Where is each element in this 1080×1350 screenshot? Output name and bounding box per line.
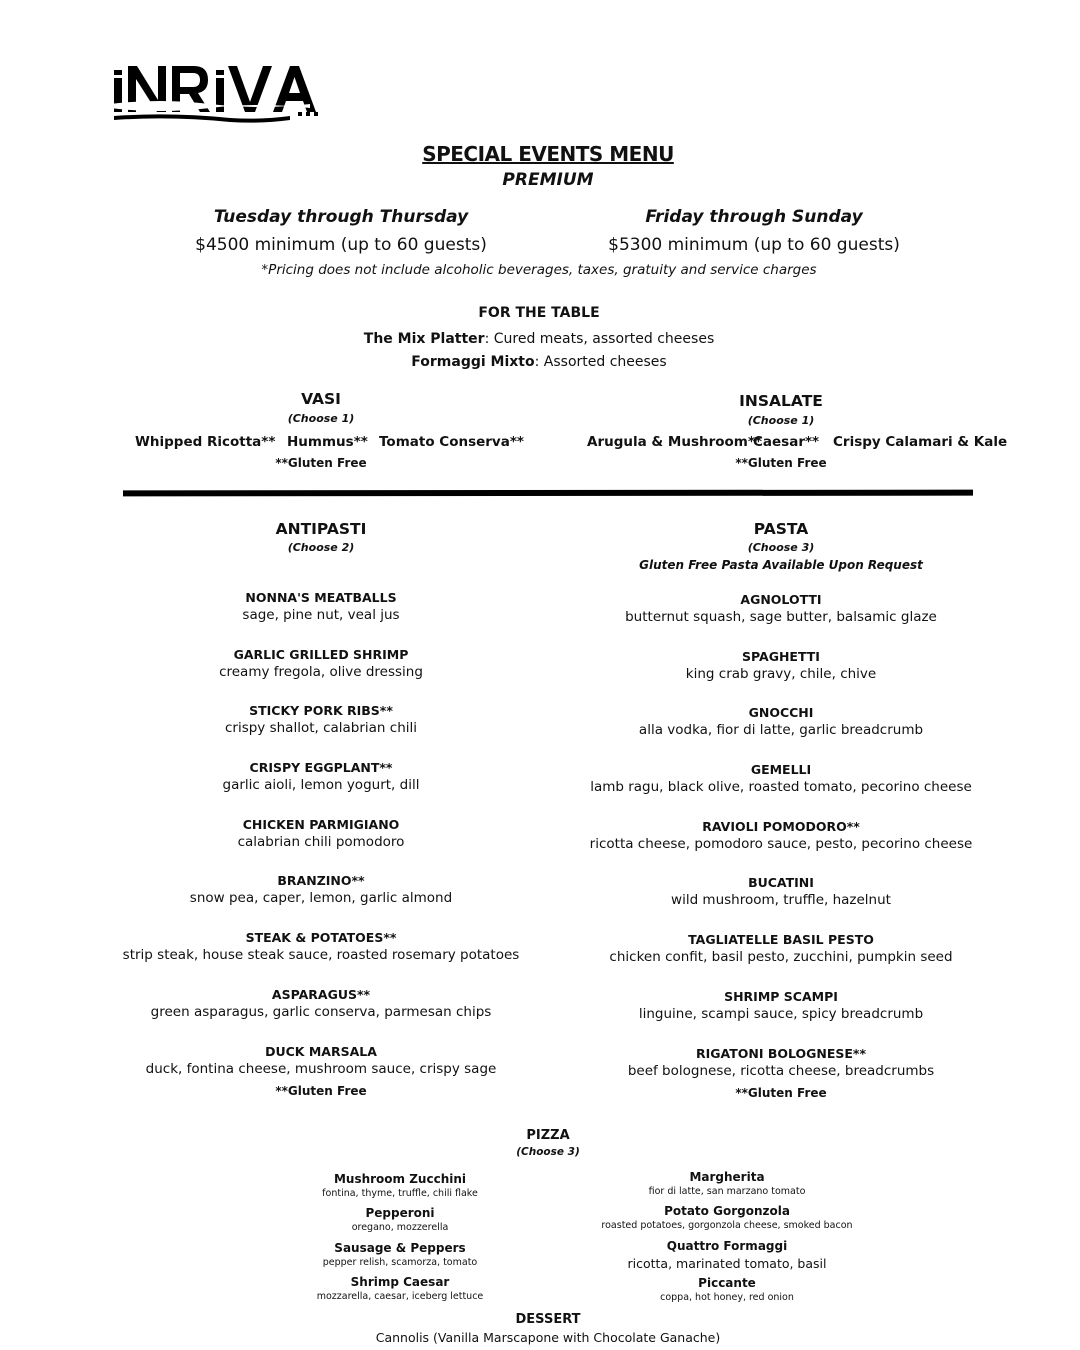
pizza-heading: PIZZA bbox=[526, 1128, 570, 1143]
pizza-name: Pepperoni bbox=[365, 1206, 435, 1221]
pizza-left-column bbox=[275, 1172, 525, 1309]
pizza-name: Mushroom Zucchini bbox=[333, 1172, 467, 1186]
menu-item bbox=[551, 819, 1011, 876]
menu-item bbox=[551, 762, 1011, 819]
vasi-option: Whipped Ricotta** bbox=[135, 434, 276, 450]
dessert-desc: Cannolis (Vanilla Marscapone with Chocolate Ganache) bbox=[375, 1330, 721, 1345]
menu-item-name: RIGATONI BOLOGNESE** bbox=[695, 1045, 867, 1061]
vasi-gluten-note: **Gluten Free bbox=[275, 456, 367, 470]
menu-item-name: NONNA'S MEATBALLS bbox=[245, 590, 397, 605]
pasta-heading: PASTA bbox=[753, 520, 809, 538]
restaurant-logo bbox=[110, 62, 325, 124]
pizza-desc: coppa, hot honey, red onion bbox=[660, 1291, 794, 1303]
weekday-days: Tuesday through Thursday bbox=[213, 207, 469, 227]
weekend-days: Friday through Sunday bbox=[645, 207, 863, 227]
menu-item-desc: sage, pine nut, veal jus bbox=[242, 607, 400, 623]
pizza-choose: (Choose 3) bbox=[516, 1146, 580, 1158]
menu-item bbox=[91, 703, 551, 760]
menu-item bbox=[91, 1044, 551, 1084]
insalate-header bbox=[681, 392, 881, 427]
pasta-gluten-note: **Gluten Free bbox=[735, 1085, 827, 1100]
menu-item-desc: strip steak, house steak sauce, roasted rosemary potatoes bbox=[122, 947, 520, 964]
table-item-name: The Mix Platter bbox=[363, 331, 485, 347]
menu-item bbox=[551, 705, 1011, 762]
pizza-item bbox=[587, 1276, 867, 1310]
vasi-choose: (Choose 1) bbox=[287, 412, 355, 425]
insalate-choose: (Choose 1) bbox=[747, 414, 815, 427]
menu-item bbox=[91, 873, 551, 930]
menu-item-name: GNOCCHI bbox=[748, 705, 814, 721]
menu-item bbox=[91, 817, 551, 874]
section-divider bbox=[123, 490, 973, 497]
menu-item-name: STEAK & POTATOES** bbox=[245, 930, 397, 946]
pizza-desc: mozzarella, caesar, iceberg lettuce bbox=[316, 1290, 484, 1302]
menu-item-name: BRANZINO** bbox=[277, 873, 365, 889]
menu-tier: PREMIUM bbox=[502, 170, 594, 190]
menu-item-desc: duck, fontina cheese, mushroom sauce, crispy sage bbox=[145, 1060, 497, 1077]
menu-item-desc: chicken confit, basil pesto, zucchini, pumpkin seed bbox=[609, 949, 953, 966]
pizza-item bbox=[587, 1204, 867, 1238]
vasi-option: Tomato Conserva** bbox=[379, 434, 524, 450]
menu-item-desc: creamy fregola, olive dressing bbox=[219, 663, 423, 680]
pricing-note: *Pricing does not include alcoholic beverages, taxes, gratuity and service charges bbox=[261, 262, 817, 278]
menu-item-name: DUCK MARSALA bbox=[265, 1043, 377, 1059]
table-item-desc: : Cured meats, assorted cheeses bbox=[484, 331, 715, 347]
insalate-option: Arugula & Mushroom** bbox=[587, 434, 762, 450]
pizza-item bbox=[275, 1172, 525, 1206]
menu-item bbox=[91, 647, 551, 704]
vasi-header bbox=[221, 390, 421, 425]
for-the-table-section bbox=[0, 304, 1078, 374]
menu-item bbox=[551, 875, 1011, 932]
antipasti-choose: (Choose 2) bbox=[287, 541, 355, 554]
table-item bbox=[0, 328, 1078, 351]
menu-item bbox=[91, 930, 551, 987]
pasta-section bbox=[551, 520, 1011, 1100]
vasi-heading: VASI bbox=[301, 390, 341, 408]
menu-item-desc: wild mushroom, truffle, hazelnut bbox=[671, 892, 891, 909]
pizza-name: Piccante bbox=[698, 1275, 756, 1290]
pizza-item bbox=[275, 1275, 525, 1309]
pizza-item bbox=[275, 1206, 525, 1240]
menu-item bbox=[551, 1046, 1011, 1086]
menu-item-name: CRISPY EGGPLANT** bbox=[249, 760, 393, 776]
pizza-name: Margherita bbox=[689, 1170, 765, 1184]
insalate-option: Crispy Calamari & Kale bbox=[833, 434, 1008, 450]
menu-item-desc: beef bolognese, ricotta cheese, breadcrumbs bbox=[627, 1062, 935, 1079]
pizza-header bbox=[448, 1128, 648, 1158]
pizza-item bbox=[587, 1239, 867, 1273]
dessert-section bbox=[0, 1312, 1080, 1345]
table-item bbox=[0, 351, 1078, 374]
for-the-table-heading: FOR THE TABLE bbox=[478, 305, 600, 321]
menu-item-desc: snow pea, caper, lemon, garlic almond bbox=[189, 890, 453, 907]
menu-item-name: AGNOLOTTI bbox=[740, 592, 822, 607]
menu-item-name: RAVIOLI POMODORO** bbox=[702, 818, 860, 834]
menu-item bbox=[551, 592, 1011, 649]
weekday-pricing bbox=[131, 207, 551, 255]
menu-item-name: STICKY PORK RIBS** bbox=[249, 703, 393, 719]
menu-item bbox=[551, 932, 1011, 989]
menu-item-desc: crispy shallot, calabrian chili bbox=[224, 720, 418, 737]
antipasti-gluten-note: **Gluten Free bbox=[275, 1083, 367, 1098]
pizza-desc: pepper relish, scamorza, tomato bbox=[322, 1256, 478, 1268]
menu-item-name: SPAGHETTI bbox=[742, 648, 820, 664]
pizza-item bbox=[275, 1241, 525, 1275]
pizza-name: Sausage & Peppers bbox=[334, 1240, 466, 1255]
dessert-heading: DESSERT bbox=[515, 1312, 581, 1327]
vasi-option: Hummus** bbox=[287, 434, 368, 450]
insalate-heading: INSALATE bbox=[739, 392, 823, 410]
weekday-price: $4500 minimum (up to 60 guests) bbox=[195, 235, 487, 255]
menu-item-name: GARLIC GRILLED SHRIMP bbox=[233, 646, 409, 662]
insalate-option: Caesar** bbox=[753, 434, 820, 450]
menu-item-name: CHICKEN PARMIGIANO bbox=[242, 816, 400, 832]
insalate-gluten-note: **Gluten Free bbox=[735, 456, 827, 470]
pizza-name: Shrimp Caesar bbox=[350, 1274, 450, 1289]
menu-item-desc: lamb ragu, black olive, roasted tomato, pecorino cheese bbox=[590, 779, 972, 796]
pizza-name: Potato Gorgonzola bbox=[664, 1204, 790, 1219]
menu-item-desc: green asparagus, garlic conserva, parmesan chips bbox=[150, 1003, 492, 1020]
menu-item-desc: alla vodka, fior di latte, garlic breadcrumb bbox=[638, 722, 924, 739]
table-item-desc: : Assorted cheeses bbox=[534, 354, 667, 370]
weekend-pricing bbox=[544, 207, 964, 255]
table-item-name: Formaggi Mixto bbox=[411, 354, 535, 370]
pizza-desc: fior di latte, san marzano tomato bbox=[648, 1186, 806, 1197]
menu-item-desc: king crab gravy, chile, chive bbox=[685, 665, 877, 682]
page-title: SPECIAL EVENTS MENU bbox=[422, 142, 674, 166]
menu-item bbox=[551, 649, 1011, 706]
menu-item-name: ASPARAGUS** bbox=[271, 986, 371, 1002]
menu-item-desc: ricotta cheese, pomodoro sauce, pesto, pecorino cheese bbox=[589, 835, 973, 852]
menu-item bbox=[91, 590, 551, 647]
pasta-choose: (Choose 3) bbox=[747, 541, 815, 554]
menu-item-name: SHRIMP SCAMPI bbox=[724, 988, 838, 1004]
menu-item bbox=[551, 989, 1011, 1046]
antipasti-section bbox=[91, 520, 551, 1098]
pizza-desc: roasted potatoes, gorgonzola cheese, smoked bacon bbox=[601, 1220, 853, 1232]
pasta-gf-note: Gluten Free Pasta Available Upon Request bbox=[639, 558, 923, 572]
menu-item-desc: calabrian chili pomodoro bbox=[237, 833, 405, 850]
menu-item bbox=[91, 760, 551, 817]
pizza-name: Quattro Formaggi bbox=[666, 1238, 788, 1253]
menu-item-name: TAGLIATELLE BASIL PESTO bbox=[688, 932, 874, 948]
weekend-price: $5300 minimum (up to 60 guests) bbox=[608, 235, 900, 255]
pizza-desc: oregano, mozzerella bbox=[351, 1222, 449, 1234]
menu-item-name: BUCATINI bbox=[748, 875, 814, 891]
menu-item-name: GEMELLI bbox=[750, 762, 812, 778]
pizza-desc: fontina, thyme, truffle, chili flake bbox=[322, 1188, 478, 1199]
pizza-desc: ricotta, marinated tomato, basil bbox=[627, 1255, 827, 1271]
pizza-right-column bbox=[587, 1170, 867, 1310]
antipasti-heading: ANTIPASTI bbox=[275, 520, 367, 538]
menu-item-desc: linguine, scampi sauce, spicy breadcrumb bbox=[638, 1005, 924, 1022]
pizza-item bbox=[587, 1170, 867, 1204]
menu-item bbox=[91, 987, 551, 1044]
menu-item-desc: garlic aioli, lemon yogurt, dill bbox=[222, 777, 420, 794]
menu-item-desc: butternut squash, sage butter, balsamic glaze bbox=[625, 609, 937, 625]
